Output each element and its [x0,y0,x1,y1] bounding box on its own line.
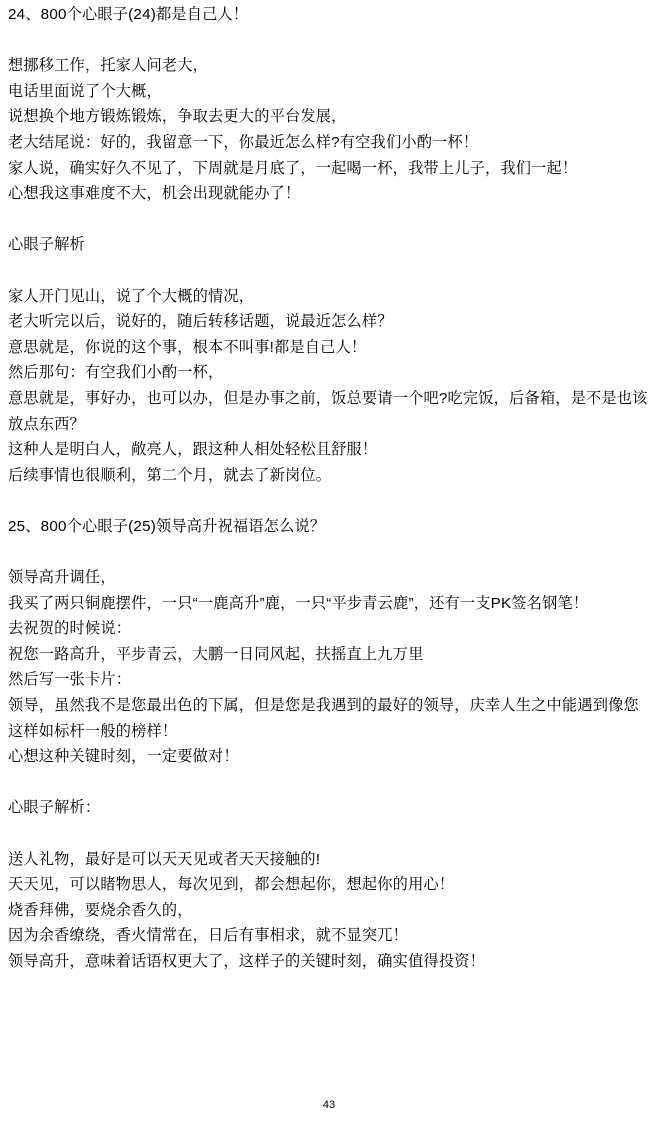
document-paragraph: 天天见，可以睹物思人，每次见到，都会想起你，想起你的用心！ [8,876,455,894]
document-paragraph: 领导高升，意味着话语权更大了，这样子的关键时刻，确实值得投资！ [8,952,486,970]
document-paragraph: 领导，虽然我不是您最出色的下属，但是您是我遇到的最好的领导，庆幸人生之中能遇到像您这样如标杆一般的榜样！ [8,697,639,740]
document-paragraph: 意思就是，你说的这个事，根本不叫事!都是自己人！ [8,338,367,356]
document-paragraph: 去祝贺的时候说： [8,620,132,638]
document-paragraph: 25、800个心眼子(25)领导高升祝福语怎么说？ [8,517,326,535]
document-paragraph: 想挪移工作，托家人问老大， [8,57,209,75]
paragraph-spacer [8,539,650,565]
document-paragraph: 老大结尾说：好的，我留意一下，你最近怎么样?有空我们小酌一杯！ [8,133,479,151]
document-paragraph: 后续事情也很顺利，第二个月，就去了新岗位。 [8,466,332,484]
document-paragraph: 因为余香缭绕，香火情常在，日后有事相求，就不显突兀！ [8,927,409,945]
document-paragraph: 领导高升调任， [8,569,116,587]
document-paragraph: 然后写一张卡片： [8,671,132,689]
document-paragraph: 祝您一路高升，平步青云，大鹏一日同风起，扶摇直上九万里 [8,645,424,663]
document-paragraph: 24、800个心眼子(24)都是自己人！ [8,6,249,23]
document-paragraph: 送人礼物，最好是可以天天见或者天天接触的! [8,850,321,868]
paragraph-spacer [8,207,650,233]
document-paragraph: 烧香拜佛，要烧余香久的， [8,901,193,919]
document-paragraph: 家人说，确实好久不见了，下周就是月底了，一起喝一杯，我带上儿子，我们一起！ [8,159,578,177]
paragraph-spacer [8,28,650,54]
document-body [8,0,650,975]
paragraph-spacer [8,258,650,284]
document-paragraph: 心想这种关键时刻，一定要做对！ [8,748,239,766]
document-paragraph: 我买了两只铜鹿摆件，一只“一鹿高升”鹿，一只“平步青云鹿”，还有一支PK签名钢笔！ [8,594,589,612]
paragraph-spacer [8,770,650,796]
document-paragraph: 心眼子解析： [8,799,101,817]
document-paragraph: 这种人是明白人，敞亮人，跟这种人相处轻松且舒服！ [8,441,378,459]
document-paragraph: 然后那句：有空我们小酌一杯， [8,364,224,382]
paragraph-spacer [8,821,650,847]
paragraph-spacer [8,488,650,514]
document-paragraph: 心眼子解析 [8,236,85,254]
document-paragraph: 老大听完以后，说好的，随后转移话题，说最近怎么样？ [8,313,393,331]
document-paragraph: 家人开门见山，说了个大概的情况， [8,287,255,305]
document-paragraph: 心想我这事难度不大，机会出现就能办了！ [8,185,301,203]
document-paragraph: 说想换个地方锻炼锻炼，争取去更大的平台发展， [8,108,347,126]
document-paragraph: 意思就是，事好办，也可以办，但是办事之前，饭总要请一个吧?吃完饭，后备箱，是不是也该放点东西？ [8,389,648,433]
document-paragraph: 电话里面说了个大概， [8,82,162,100]
page-number: 43 [322,1099,336,1111]
